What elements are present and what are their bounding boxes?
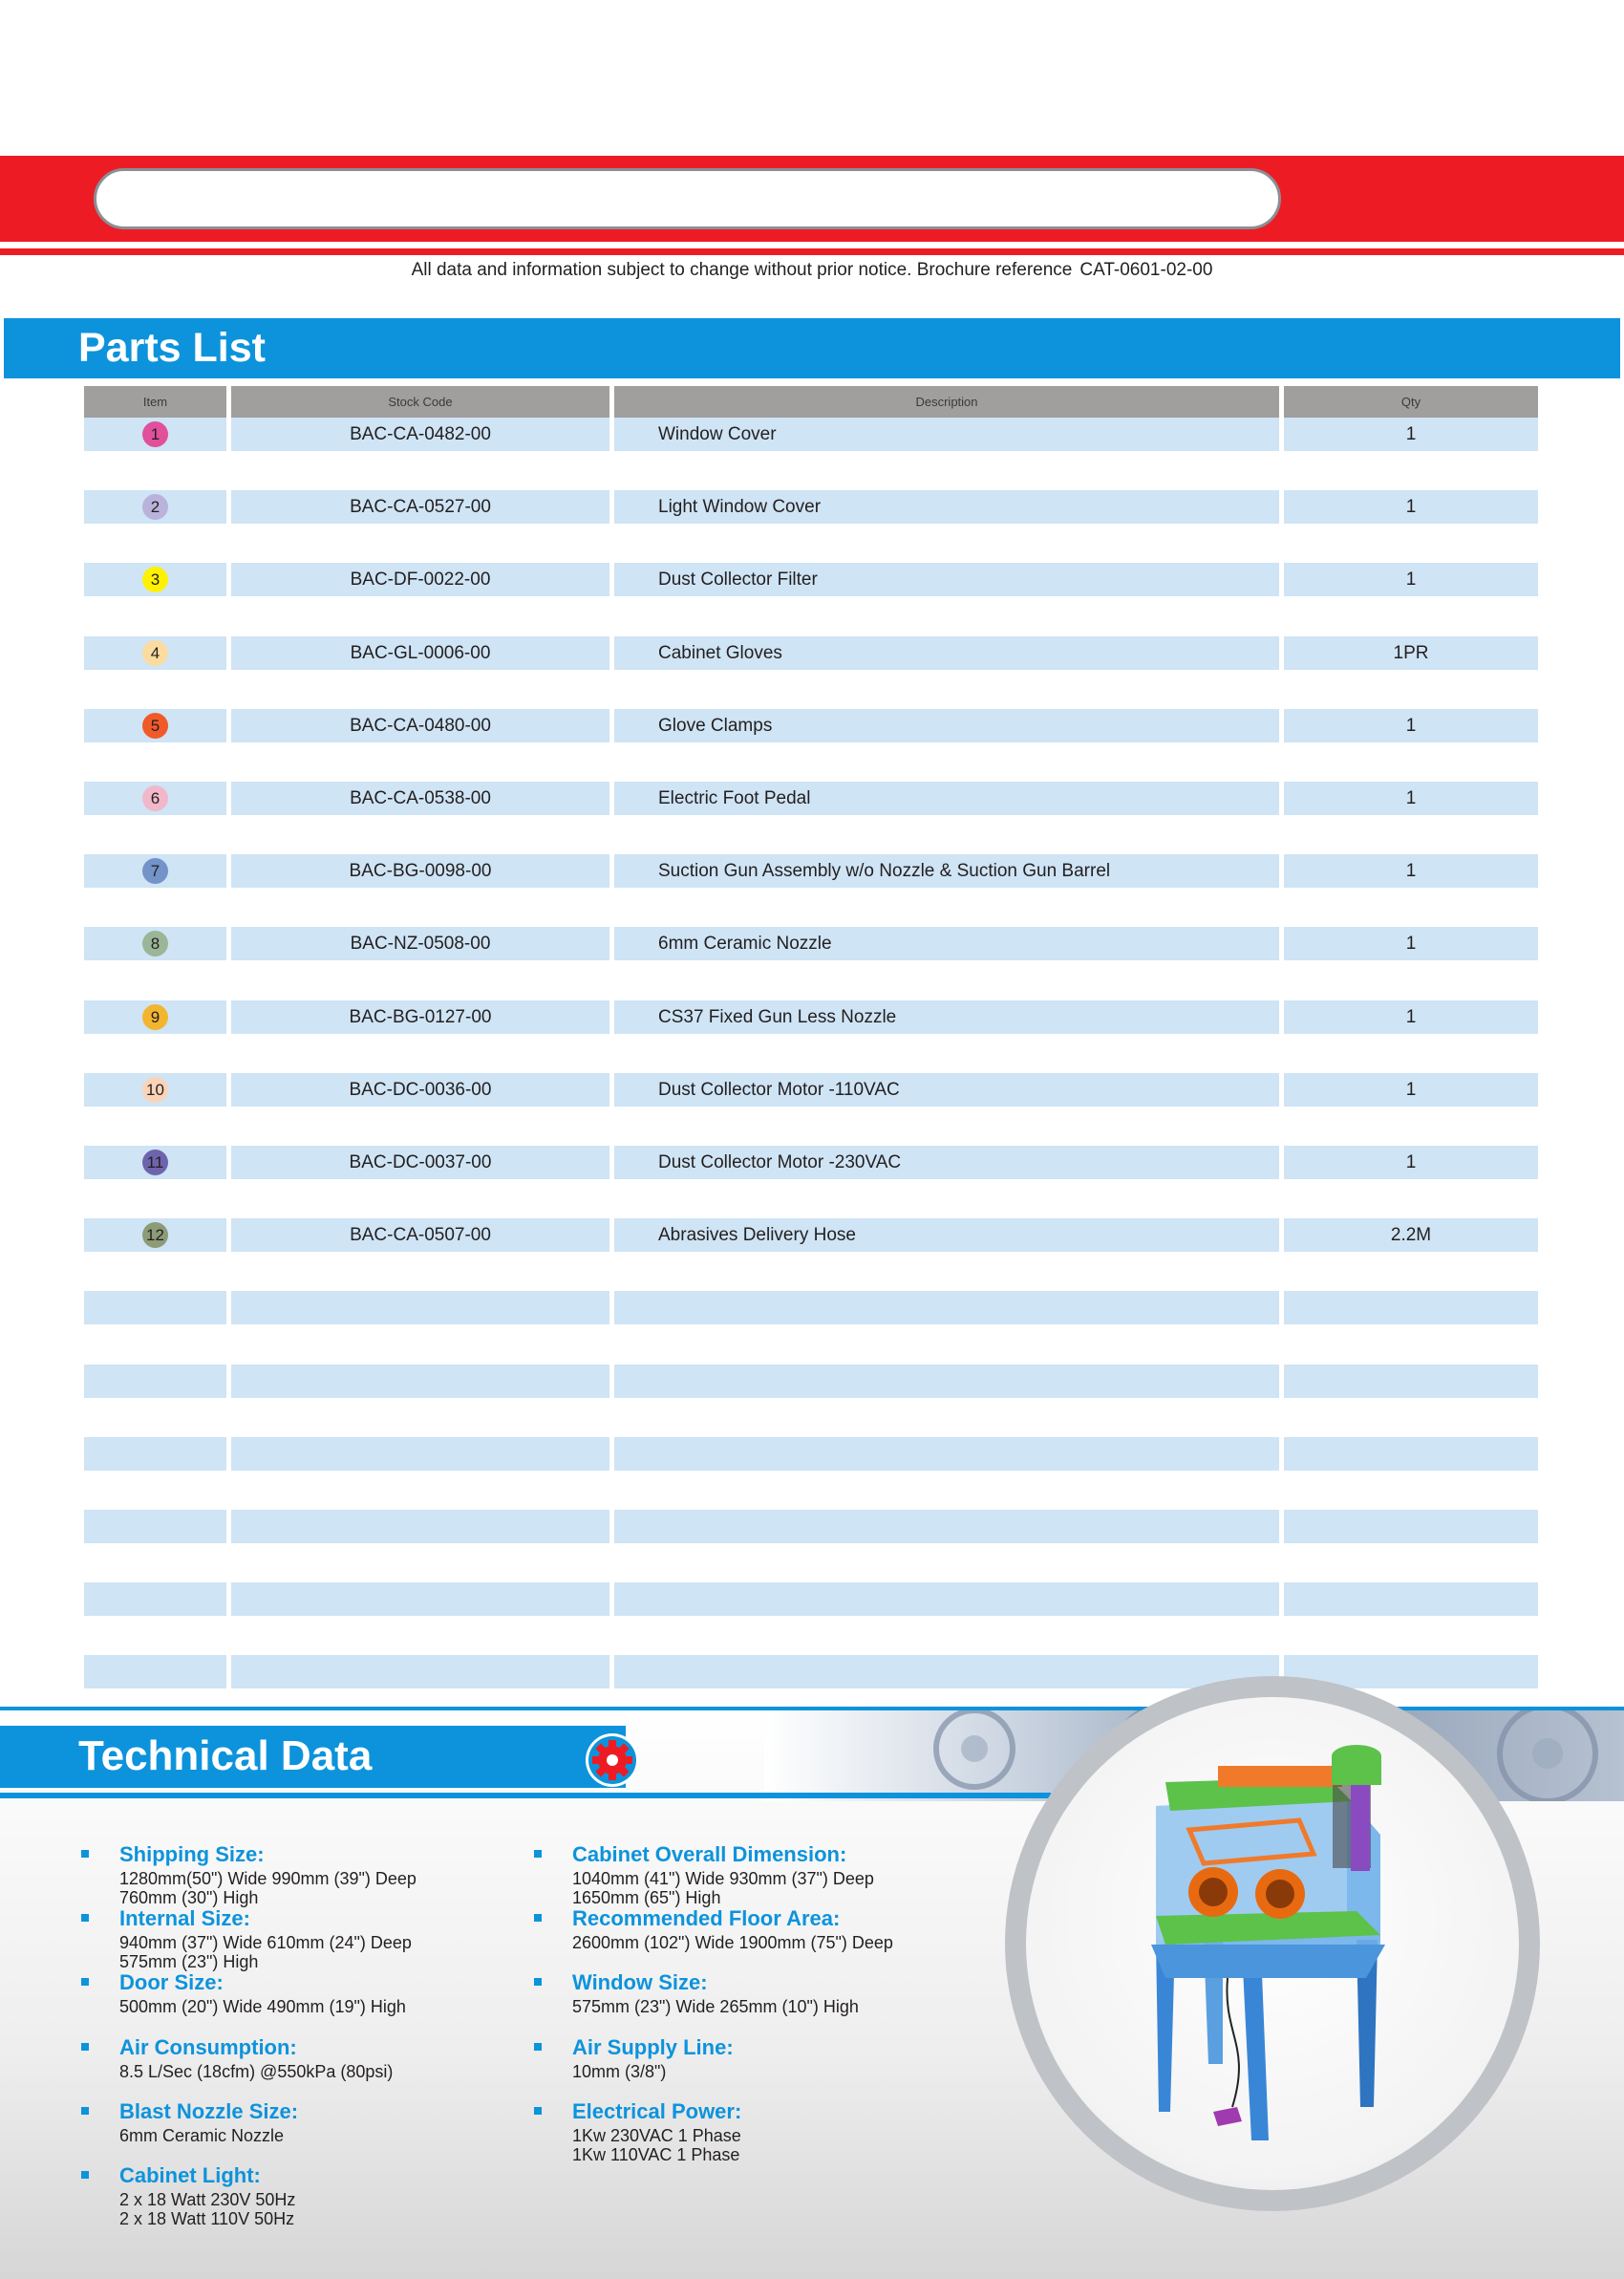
table-cell-qty [1284,1365,1538,1398]
technical-data-underline [0,1793,1051,1798]
table-cell-qty: 1 [1284,927,1538,960]
table-cell-description: Dust Collector Motor -110VAC [614,1073,1279,1107]
table-cell-stock-code: BAC-NZ-0508-00 [231,927,609,960]
column-header-item: Item [84,386,226,418]
table-cell-description: CS37 Fixed Gun Less Nozzle [614,1000,1279,1034]
item-number-badge: 5 [142,713,168,739]
table-cell-description: Dust Collector Motor -230VAC [614,1146,1279,1179]
spec-value-line: 8.5 L/Sec (18cfm) @550kPa (80psi) [119,2062,394,2081]
gear-icon [585,1732,640,1788]
table-cell-qty: 1PR [1284,636,1538,670]
table-cell-stock-code: BAC-BG-0127-00 [231,1000,609,1034]
table-cell-qty: 1 [1284,490,1538,524]
table-cell-stock-code [231,1437,609,1471]
table-cell-item [84,490,226,524]
table-cell-item [84,1655,226,1688]
column-header-description: Description [614,386,1279,418]
table-cell-qty: 1 [1284,563,1538,596]
spec-value [572,1997,859,2016]
spec-label: Cabinet Light: [119,2163,261,2187]
bullet-icon [81,2171,89,2179]
bullet-icon [534,1978,542,1986]
technical-data-title: Technical Data [78,1732,373,1779]
table-cell-description [614,1655,1279,1688]
table-cell-item [84,1510,226,1543]
table-cell-qty: 1 [1284,709,1538,742]
table-cell-description [614,1582,1279,1616]
spec-value-line: 2 x 18 Watt 110V 50Hz [119,2209,295,2228]
table-cell-description: 6mm Ceramic Nozzle [614,927,1279,960]
spec-label: Internal Size: [119,1906,250,1930]
header-title-pill [94,168,1281,229]
table-cell-qty: 1 [1284,854,1538,888]
spec-value-line: 760mm (30") High [119,1888,259,1907]
bullet-icon [81,1978,89,1986]
table-cell-description: Cabinet Gloves [614,636,1279,670]
table-cell-stock-code: BAC-GL-0006-00 [231,636,609,670]
bullet-icon [534,2043,542,2051]
spec-value-line: 6mm Ceramic Nozzle [119,2126,285,2145]
table-cell-item [84,1582,226,1616]
bullet-icon [534,2107,542,2115]
table-cell-description [614,1437,1279,1471]
column-header-stock-code: Stock Code [231,386,609,418]
spec-value-line: 1650mm (65") High [572,1888,721,1907]
item-number-badge: 9 [142,1004,168,1030]
table-cell-item [84,1365,226,1398]
header-red-line [0,248,1624,255]
table-cell-item [84,1218,226,1252]
table-cell-stock-code: BAC-BG-0098-00 [231,854,609,888]
spec-value [572,1869,874,1907]
spec-value-line: 575mm (23") Wide 265mm (10") High [572,1997,859,2016]
spec-label: Air Consumption: [119,2035,297,2059]
bullet-icon [534,1850,542,1858]
table-cell-item [84,1146,226,1179]
spec-value-line: 940mm (37") Wide 610mm (24") Deep [119,1933,412,1952]
table-cell-qty: 1 [1284,1146,1538,1179]
table-cell-stock-code: BAC-CA-0527-00 [231,490,609,524]
table-cell-item [84,418,226,451]
table-cell-stock-code [231,1655,609,1688]
spec-value [119,1869,417,1907]
spec-value-line: 10mm (3/8") [572,2062,667,2081]
table-cell-stock-code: BAC-CA-0480-00 [231,709,609,742]
table-cell-qty: 1 [1284,1073,1538,1107]
table-cell-qty: 1 [1284,782,1538,815]
item-number-badge: 10 [142,1077,168,1103]
table-cell-qty [1284,1437,1538,1471]
table-cell-qty [1284,1291,1538,1324]
table-cell-stock-code [231,1291,609,1324]
table-cell-description: Glove Clamps [614,709,1279,742]
table-cell-qty: 1 [1284,1000,1538,1034]
table-cell-description [614,1365,1279,1398]
spec-value-line: 575mm (23") High [119,1952,259,1971]
spec-value [119,1997,406,2016]
table-cell-stock-code: BAC-CA-0507-00 [231,1218,609,1252]
bullet-icon [81,1850,89,1858]
table-cell-stock-code: BAC-DC-0037-00 [231,1146,609,1179]
item-number-badge: 1 [142,421,168,447]
spec-value-line: 1040mm (41") Wide 930mm (37") Deep [572,1869,874,1888]
table-cell-qty: 1 [1284,418,1538,451]
spec-value-line: 1Kw 110VAC 1 Phase [572,2145,740,2164]
disclaimer-notice [0,260,1624,281]
item-number-badge: 4 [142,640,168,666]
spec-label: Recommended Floor Area: [572,1906,841,1930]
spec-value-line: 2 x 18 Watt 230V 50Hz [119,2190,296,2209]
spec-value-line: 1Kw 230VAC 1 Phase [572,2126,741,2145]
table-cell-description: Window Cover [614,418,1279,451]
table-cell-item [84,709,226,742]
table-cell-item [84,927,226,960]
table-cell-description [614,1510,1279,1543]
item-number-badge: 11 [142,1150,168,1175]
spec-label: Door Size: [119,1970,224,1994]
spec-label: Window Size: [572,1970,708,1994]
table-cell-description [614,1291,1279,1324]
table-cell-item [84,636,226,670]
spec-value [119,2062,393,2081]
table-cell-qty: 2.2M [1284,1218,1538,1252]
table-cell-description: Dust Collector Filter [614,563,1279,596]
spec-label: Electrical Power: [572,2099,742,2123]
table-cell-item [84,1000,226,1034]
item-number-badge: 8 [142,931,168,957]
spec-value [572,2126,741,2164]
table-cell-stock-code [231,1510,609,1543]
spec-label: Shipping Size: [119,1842,265,1866]
spec-value-line: 2600mm (102") Wide 1900mm (75") Deep [572,1933,893,1952]
item-number-badge: 2 [142,494,168,520]
disclaimer-text: All data and information subject to change without prior notice. Brochure reference [411,260,1073,280]
table-cell-item [84,782,226,815]
table-cell-item [84,854,226,888]
spec-label: Blast Nozzle Size: [119,2099,299,2123]
bullet-icon [534,1914,542,1922]
parts-list-title: Parts List [78,325,266,371]
table-cell-qty [1284,1582,1538,1616]
table-cell-qty [1284,1510,1538,1543]
table-cell-description: Light Window Cover [614,490,1279,524]
table-cell-stock-code: BAC-CA-0482-00 [231,418,609,451]
bullet-icon [81,1914,89,1922]
spec-label: Air Supply Line: [572,2035,734,2059]
spec-value [572,1933,893,1952]
spec-label: Cabinet Overall Dimension: [572,1842,847,1866]
table-cell-stock-code: BAC-DF-0022-00 [231,563,609,596]
spec-value-line: 500mm (20") Wide 490mm (19") High [119,1997,406,2016]
column-header-qty: Qty [1284,386,1538,418]
spec-value [119,1933,412,1971]
spec-value-line: 1280mm(50") Wide 990mm (39") Deep [119,1869,417,1888]
spec-value [119,2190,295,2228]
spec-value [119,2126,284,2145]
table-cell-description: Abrasives Delivery Hose [614,1218,1279,1252]
table-cell-description: Suction Gun Assembly w/o Nozzle & Suction Gun Barrel [614,854,1279,888]
table-cell-item [84,1073,226,1107]
blast-cabinet-image [1127,1730,1414,2150]
item-number-badge: 3 [142,567,168,592]
table-cell-stock-code [231,1365,609,1398]
bullet-icon [81,2043,89,2051]
table-cell-description: Electric Foot Pedal [614,782,1279,815]
item-number-badge: 12 [142,1222,168,1248]
item-number-badge: 7 [142,858,168,884]
table-cell-stock-code: BAC-DC-0036-00 [231,1073,609,1107]
table-cell-item [84,1437,226,1471]
table-cell-stock-code: BAC-CA-0538-00 [231,782,609,815]
table-cell-item [84,1291,226,1324]
spec-value [572,2062,666,2081]
item-number-badge: 6 [142,785,168,811]
table-cell-item [84,563,226,596]
bullet-icon [81,2107,89,2115]
table-cell-stock-code [231,1582,609,1616]
brochure-reference: CAT-0601-02-00 [1079,260,1213,280]
